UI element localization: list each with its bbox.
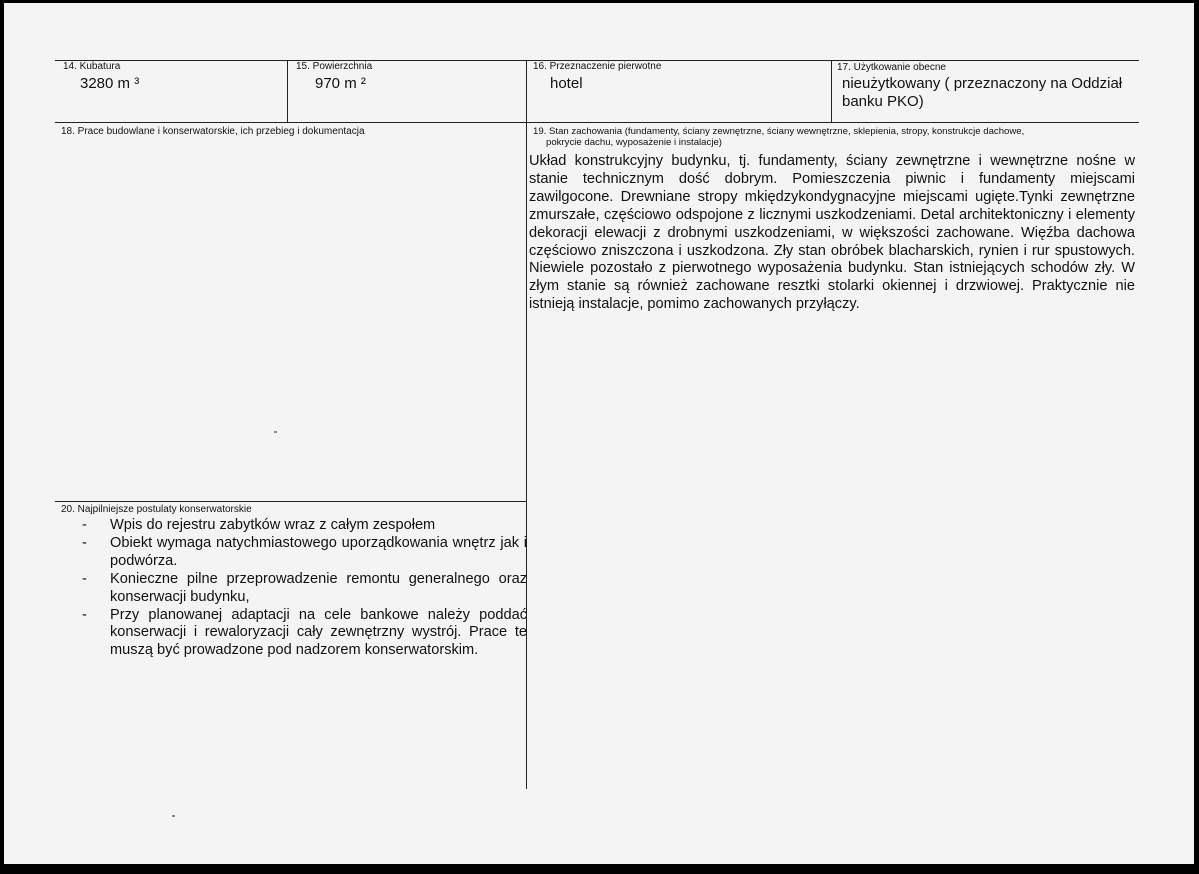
postulat-item (82, 571, 527, 607)
postulat-text: Wpis do rejestru zabytków wraz z całym zespołem (110, 517, 436, 533)
stan-label-line2: pokrycie dachu, wyposażenie i instalacje) (546, 137, 722, 148)
scan-speck (274, 431, 277, 433)
list-dash: - (82, 570, 87, 587)
form-card (4, 3, 1194, 864)
powierzchnia-value: 970 m ² (315, 75, 366, 92)
uzytkowanie-value-line2: banku PKO) (842, 93, 924, 110)
scan-speck (172, 815, 175, 817)
postulat-text: Przy planowanej adaptacji na cele bankowe należy poddać konserwacji i rewaloryzacji cały zewnętrzny wystrój. Prace te muszą być prowadzone pod nadzorem konserwatorskim. (110, 606, 527, 659)
przeznaczenie-label: 16. Przeznaczenie pierwotne (533, 61, 662, 72)
list-dash: - (82, 534, 87, 551)
przeznaczenie-value: hotel (550, 75, 583, 92)
uzytkowanie-label: 17. Użytkowanie obecne (837, 62, 946, 73)
col-divider-3 (831, 60, 832, 122)
prace-label: 18. Prace budowlane i konserwatorskie, ich przebieg i dokumentacja (61, 126, 365, 137)
kubatura-value: 3280 m ³ (80, 75, 140, 92)
postulat-text: Obiekt wymaga natychmiastowego uporządkowania wnętrz jak i podwórza. (110, 534, 527, 569)
postulaty-divider (55, 501, 526, 502)
col-divider-2 (526, 60, 527, 789)
powierzchnia-label: 15. Powierzchnia (296, 61, 373, 72)
list-dash: - (82, 606, 87, 623)
postulaty-label: 20. Najpilniejsze postulaty konserwatorskie (61, 504, 252, 515)
kubatura-label: 14. Kubatura (63, 61, 121, 72)
stan-description: Układ konstrukcyjny budynku, tj. fundamenty, ściany zewnętrzne i wewnętrzne nośne w stanie technicznym dość dobrym. Pomieszczenia piwnic i fundamenty miejscami zawilgocone. Drewniane stropy mkiędzykondygnacyjne miejscami ugięte.Tynki zewnętrzne zmurszałe, częściowo odspojone z licznymi uszkodzeniami. Detal architektoniczny i elementy dekoracji elewacji z drobnymi uszkodzeniami, w większości zachowane. Więźba dachowa częściowo zniszczona i uszkodzona. Zły stan obróbek blacharskich, rynien i rur spustowych. Niewiele pozostało z pierwotnego wyposażenia budynku. Stan istniejących schodów zły. W złym stanie są również zachowane resztki stolarki okiennej i drzwiowej. Praktycznie nie istnieją instalacje, pomimo zachowanych przyłączy. (529, 153, 1135, 313)
postulat-text: Konieczne pilne przeprowadzenie remontu generalnego oraz konserwacji budynku, (110, 570, 527, 605)
postulat-item (82, 535, 527, 571)
row-divider (55, 122, 1139, 123)
postulaty-list (82, 517, 527, 660)
uzytkowanie-value-line1: nieużytkowany ( przeznaczony na Oddział (842, 75, 1123, 92)
postulat-item (82, 607, 527, 661)
list-dash: - (82, 517, 87, 533)
col-divider-1 (287, 60, 288, 122)
stan-label-line1: 19. Stan zachowania (fundamenty, ściany zewnętrzne, ściany wewnętrzne, sklepienia, stropy, konstrukcje dachowe, (533, 126, 1025, 137)
postulat-item (82, 517, 527, 535)
